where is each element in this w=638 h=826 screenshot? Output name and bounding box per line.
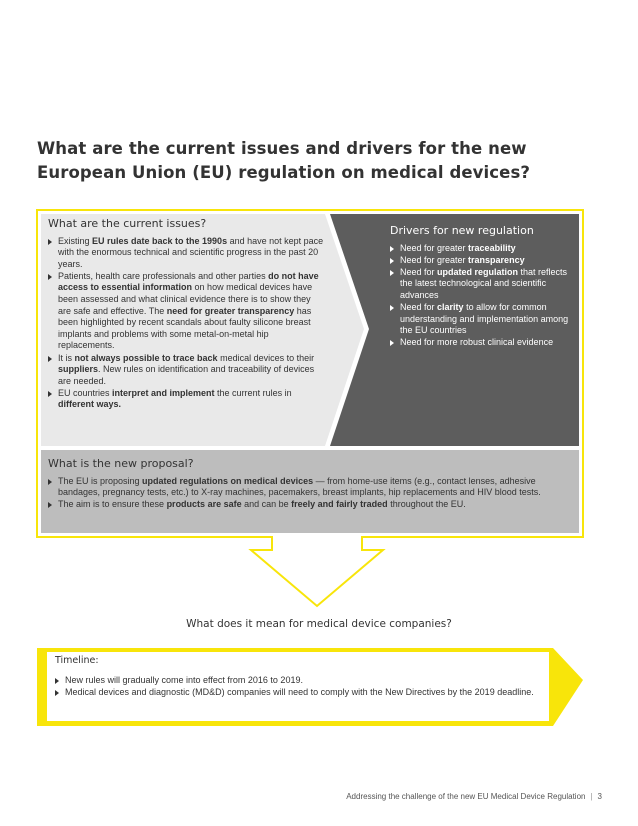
text: The EU is proposing <box>58 475 143 486</box>
bold-text: traceability <box>468 242 516 253</box>
bullet-item <box>390 337 576 349</box>
text: Need for more robust clinical evidence <box>400 337 554 348</box>
issues-panel <box>48 218 324 412</box>
proposal-panel <box>48 458 576 511</box>
proposal-title: What is the new proposal? <box>48 457 194 470</box>
text: throughout the EU. <box>387 499 466 510</box>
bullet-item <box>390 267 576 302</box>
text: the current rules in <box>214 387 292 398</box>
bold-text: EU rules date back to the 1990s <box>92 235 228 246</box>
text: — from home-use items (e.g., contact lenses, adhesive bandages, pregnancy tests, etc.) to X-ray machines, pacemakers, breast implants, hip replacements and HIV blood tests. <box>58 475 541 498</box>
bold-text: suppliers <box>58 364 99 375</box>
text: and have not kept pace with the enormous technical and scientific progress in the past 20 years. <box>58 235 324 269</box>
drivers-title: Drivers for new regulation <box>390 224 534 237</box>
bold-text: transparency <box>468 254 525 265</box>
bullet-marker-icon <box>390 340 394 346</box>
text: that reflects the latest technological and scientific advances <box>400 266 568 300</box>
text: and can be <box>241 499 292 510</box>
drivers-list <box>390 243 576 349</box>
timeline-inner-left-strip <box>43 652 47 721</box>
text: EU countries <box>58 387 113 398</box>
bullet-item <box>48 476 576 499</box>
bold-text: updated regulation <box>437 266 519 277</box>
text: Need for <box>400 266 438 277</box>
text: Patients, health care professionals and other parties <box>58 270 269 281</box>
issues-list <box>48 236 324 411</box>
text: Need for greater <box>400 254 469 265</box>
bullet-marker-icon <box>48 239 52 245</box>
page-number: 3 <box>597 792 602 801</box>
bullet-marker-icon <box>55 678 59 684</box>
bullet-marker-icon <box>48 502 52 508</box>
text: on how medical devices have been assessed and what clinical evidence there is to show they are safe and effective. The <box>58 282 313 316</box>
timeline-list <box>55 675 555 699</box>
bold-text: need for greater transparency <box>166 305 295 316</box>
timeline-title: Timeline: <box>55 655 99 666</box>
text: to allow for common understanding and implementation among the EU countries <box>400 302 569 336</box>
bullet-marker-icon <box>48 479 52 485</box>
bullet-item <box>390 243 576 255</box>
bullet-marker-icon <box>48 356 52 362</box>
down-arrow <box>251 537 383 606</box>
bullet-item <box>55 675 555 687</box>
page-footer <box>346 792 602 801</box>
text: The aim is to ensure these <box>58 499 167 510</box>
bold-text: updated regulations on medical devices <box>142 475 314 486</box>
text: New rules will gradually come into effect from 2016 to 2019. <box>65 674 303 685</box>
bold-text: not always possible to trace back <box>74 352 218 363</box>
bullet-marker-icon <box>48 274 52 280</box>
text: medical devices to their <box>217 352 315 363</box>
timeline-panel <box>55 655 555 699</box>
text: Need for <box>400 302 438 313</box>
bullet-marker-icon <box>55 690 59 696</box>
bullet-marker-icon <box>390 270 394 276</box>
bullet-item <box>48 236 324 271</box>
down-arrow-gap <box>273 534 361 539</box>
text: It is <box>58 352 75 363</box>
bullet-marker-icon <box>390 258 394 264</box>
text: . New rules on identification and traceability of devices are needed. <box>58 364 315 386</box>
bullet-item <box>48 499 576 511</box>
text: Medical devices and diagnostic (MD&D) companies will need to comply with the New Directives by the 2019 deadline. <box>65 686 534 697</box>
meaning-heading: What does it mean for medical device companies? <box>186 618 452 630</box>
bullet-item <box>55 687 555 699</box>
text: Need for greater <box>400 242 469 253</box>
bullet-item <box>390 302 576 337</box>
bold-text: products are safe <box>166 499 242 510</box>
bold-text: interpret and implement <box>112 387 215 398</box>
text: has been highlighted by recent scandals about faulty silicone breast implants and problems with some metal-on-metal hip replacements. <box>58 305 312 351</box>
bullet-item <box>48 388 324 411</box>
text: Existing <box>58 235 93 246</box>
bold-text: clarity <box>437 302 464 313</box>
bold-text: freely and fairly traded <box>291 499 388 510</box>
bullet-marker-icon <box>390 305 394 311</box>
footer-text: Addressing the challenge of the new EU Medical Device Regulation <box>346 792 586 801</box>
bullet-item <box>48 271 324 352</box>
bullet-item <box>48 353 324 388</box>
bold-text: different ways. <box>58 399 122 410</box>
bullet-marker-icon <box>390 246 394 252</box>
drivers-panel <box>390 225 576 349</box>
page-headline: What are the current issues and drivers for the new European Union (EU) regulation on medical devices? <box>37 139 531 182</box>
footer-separator: | <box>590 792 593 801</box>
issues-title: What are the current issues? <box>48 217 207 230</box>
proposal-list <box>48 476 576 511</box>
bullet-marker-icon <box>48 391 52 397</box>
bullet-item <box>390 255 576 267</box>
bold-text: do not have access to essential information <box>58 270 319 293</box>
